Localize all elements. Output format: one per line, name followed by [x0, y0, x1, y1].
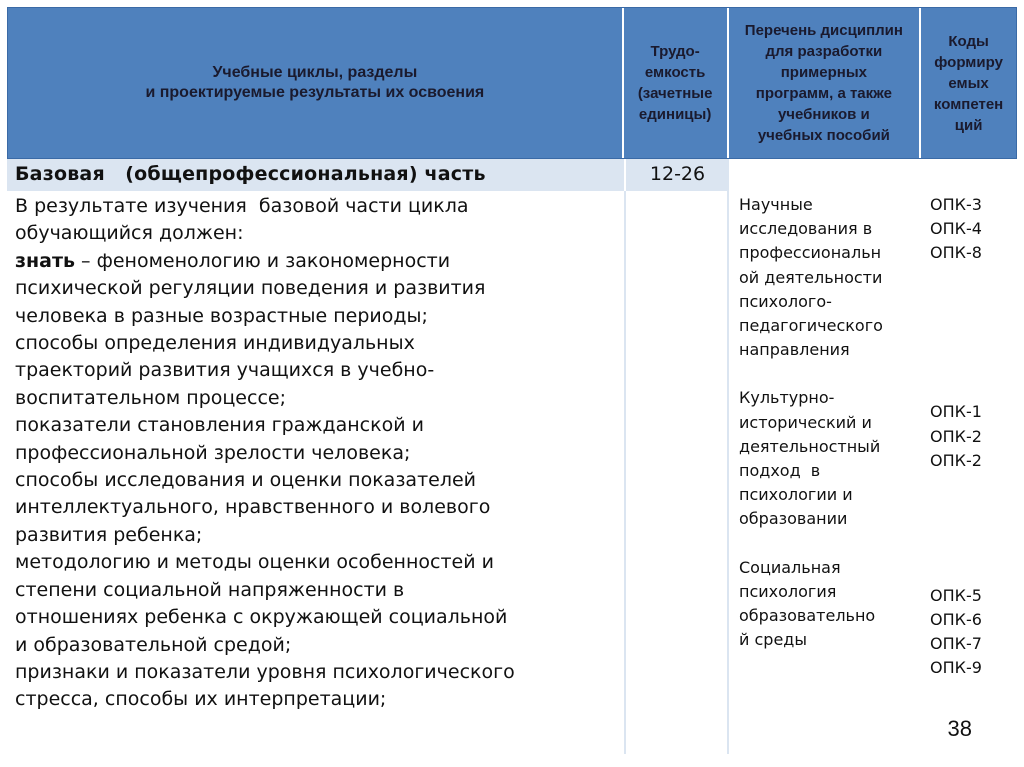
discipline-line: психология: [739, 581, 837, 601]
results-line: и образовательной средой;: [15, 633, 292, 656]
results-credits-empty: [624, 191, 729, 754]
know-label: знать: [15, 249, 76, 272]
competence-code: ОПК-3: [930, 195, 982, 214]
discipline-line: Социальная: [739, 557, 841, 577]
header-codes-line: формиру: [934, 53, 1003, 71]
base-part-row: [7, 159, 1017, 191]
header-disciplines-line: Перечень дисциплин: [744, 22, 903, 39]
discipline-line: образовании: [739, 509, 848, 529]
base-part-empty-codes: [922, 159, 1017, 191]
results-line: стресса, способы их интерпретации;: [15, 688, 387, 711]
header-codes-line: компетен: [933, 95, 1004, 113]
header-codes-line: ций: [954, 116, 983, 134]
results-line: способы определения индивидуальных: [15, 332, 415, 355]
competence-code: ОПК-5: [930, 585, 982, 605]
competence-code: ОПК-7: [930, 633, 982, 653]
discipline-line: Научные: [739, 195, 813, 214]
discipline-line: исследования в: [739, 219, 873, 239]
header-credits-line: (зачетные: [637, 85, 713, 102]
codes-group: [930, 584, 1017, 681]
discipline-item: [739, 386, 922, 531]
results-line: траекторий развития учащихся в учебно-: [15, 359, 435, 382]
discipline-line: профессиональн: [739, 243, 882, 263]
results-line: признаки и показатели уровня психологического: [15, 660, 515, 683]
disciplines-list: [729, 191, 922, 754]
header-cycles: [8, 8, 624, 158]
competence-code: ОПК-2: [930, 426, 982, 446]
header-cycles-line: и проектируемые результаты их освоения: [145, 84, 485, 101]
curriculum-table: [7, 7, 1017, 754]
discipline-line: педагогического: [739, 316, 883, 336]
header-disciplines-line: учебных пособий: [757, 127, 890, 144]
discipline-item: [739, 556, 922, 653]
results-line: человека в разные возрастные периоды;: [15, 304, 428, 327]
discipline-item: [739, 193, 922, 362]
codes-list: [922, 191, 1017, 754]
results-line: воспитательном процессе;: [15, 386, 286, 409]
competence-code: ОПК-8: [930, 243, 982, 263]
competence-code: ОПК-2: [930, 450, 982, 470]
codes-group: [930, 400, 1017, 559]
header-disciplines-line: учебников и: [777, 106, 870, 123]
header-credits-line: емкость: [644, 64, 706, 81]
results-line: способы исследования и оценки показателей: [15, 469, 477, 492]
results-line: развития ребенка;: [15, 523, 203, 546]
know-rest: – феноменологию и закономерности: [75, 249, 451, 272]
header-codes-line: Коды: [948, 32, 989, 50]
base-part-credits: 12-26: [624, 159, 729, 191]
results-line: отношениях ребенка с окружающей социальной: [15, 606, 508, 629]
header-codes-line: емых: [948, 74, 989, 92]
header-disciplines: [729, 8, 922, 158]
discipline-line: исторический и: [739, 412, 872, 432]
codes-group: [930, 193, 1017, 376]
discipline-line: психолого-: [739, 291, 832, 311]
discipline-line: психологии и: [739, 485, 853, 505]
results-line: профессиональной зрелости человека;: [15, 441, 411, 464]
competence-code: ОПК-9: [930, 658, 982, 678]
discipline-line: Культурно-: [739, 388, 835, 408]
results-line: психической регуляции поведения и развития: [15, 277, 486, 300]
results-intro-line: В результате изучения базовой части цикла: [15, 195, 469, 217]
header-disciplines-line: программ, а также: [755, 85, 892, 102]
header-disciplines-line: примерных: [780, 64, 867, 81]
base-part-empty-disciplines: [729, 159, 922, 191]
header-cycles-line: Учебные циклы, разделы: [212, 64, 418, 81]
competence-code: ОПК-1: [930, 402, 982, 422]
results-line: интеллектуального, нравственного и волевого: [15, 496, 491, 519]
results-know-line: [15, 248, 624, 275]
discipline-line: деятельностный: [739, 436, 881, 456]
results-text: [7, 191, 624, 754]
results-row: [7, 191, 1017, 754]
table-header: [7, 7, 1017, 159]
competence-code: ОПК-4: [930, 219, 982, 239]
discipline-line: образовательно: [739, 606, 876, 626]
header-disciplines-line: для разработки: [765, 43, 883, 60]
discipline-line: й среды: [739, 630, 807, 650]
competence-code: ОПК-6: [930, 609, 982, 629]
discipline-line: подход в: [739, 461, 821, 481]
header-credits: [624, 8, 729, 158]
results-line: степени социальной напряженности в: [15, 578, 405, 601]
discipline-line: направления: [739, 340, 850, 360]
header-codes: [921, 8, 1016, 158]
page-number: 38: [947, 716, 972, 741]
results-line: методологию и методы оценки особенностей и: [15, 551, 494, 574]
results-line: показатели становления гражданской и: [15, 414, 424, 437]
header-credits-line: единицы): [638, 106, 712, 123]
discipline-line: ой деятельности: [739, 267, 883, 287]
header-credits-line: Трудо-: [650, 43, 700, 60]
base-part-title: Базовая (общепрофессиональная) часть: [7, 159, 624, 191]
results-intro-line: обучающийся должен:: [15, 222, 244, 245]
